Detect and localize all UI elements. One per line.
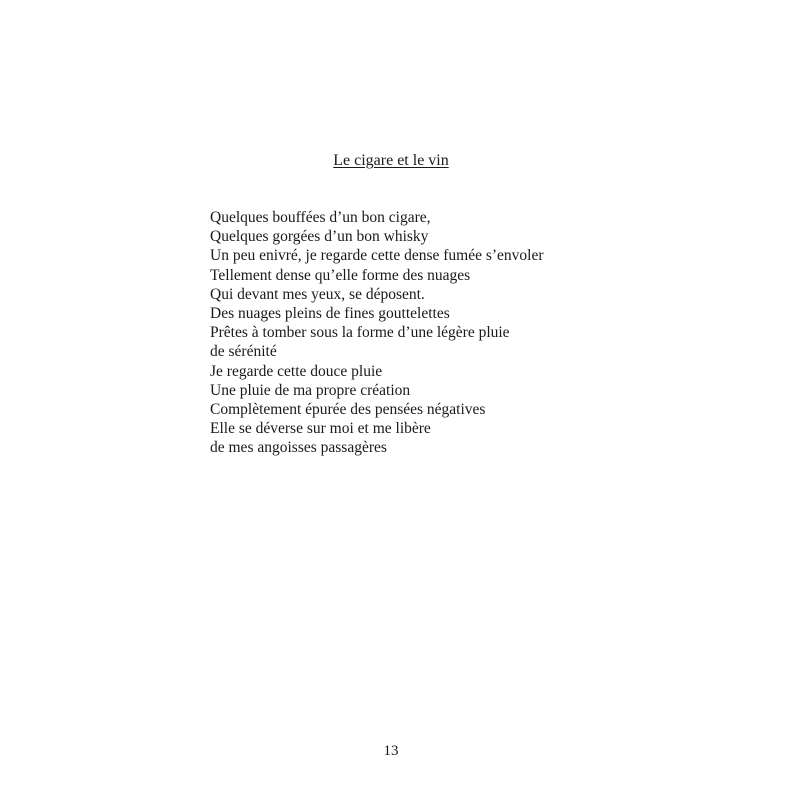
poem-line: Elle se déverse sur moi et me libère [210,420,431,438]
poem-line: de sérénité [210,343,277,361]
poem-line: Tellement dense qu’elle forme des nuages [210,266,471,284]
poem-line: Des nuages pleins de fines gouttelettes [210,305,450,323]
poem-line: Prêtes à tomber sous la forme d’une légère pluie [210,324,510,342]
page-number: 13 [383,743,399,759]
poem-line: Quelques gorgées d’un bon whisky [210,228,429,246]
poem-line: Quelques bouffées d’un bon cigare, [210,209,431,226]
poem-body [210,208,690,458]
poem-line: Qui devant mes yeux, se déposent. [210,285,425,303]
poem-line: de mes angoisses passagères [210,439,387,457]
poem-line: Une pluie de ma propre création [210,381,411,399]
poem-line: Je regarde cette douce pluie [210,362,383,380]
poem-line: Un peu enivré, je regarde cette dense fumée s’envoler [210,247,544,265]
poem-line: Complètement épurée des pensées négatives [210,401,486,419]
poem-title: Le cigare et le vin [333,152,449,169]
